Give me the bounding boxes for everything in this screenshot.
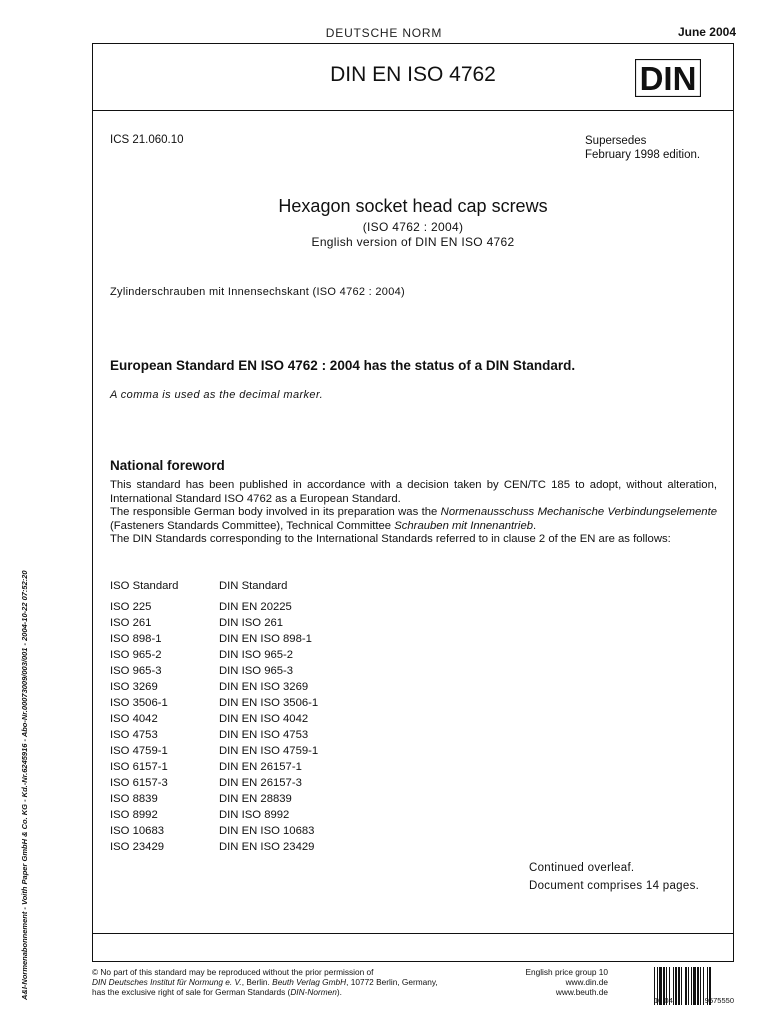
ics-code: ICS 21.060.10 <box>110 134 184 146</box>
subscription-stamp: A&I-Normenabonnement - Voith Paper GmbH & Co. KG - Kd.-Nr.6245916 - Abo-Nr.00073009/003/001 - 2004-10-22 07:52:20 <box>20 570 29 1000</box>
copyright-text: ). <box>336 987 342 997</box>
table-header-row <box>110 580 318 601</box>
table-row <box>110 729 318 745</box>
standards-reference-table <box>110 580 318 857</box>
norm-label: DEUTSCHE NORM <box>325 26 443 40</box>
foreword-text: (Fasteners Standards Committee), Technical Committee <box>110 519 395 532</box>
foreword-text: The responsible German body involved in its preparation was the <box>110 506 441 519</box>
table-row <box>110 793 318 809</box>
supersedes-note <box>585 134 700 162</box>
din-standard-cell: DIN EN 20225 <box>219 601 292 613</box>
copyright-line-2 <box>92 977 512 987</box>
copyright-notice <box>92 967 512 997</box>
bottom-divider <box>92 933 734 934</box>
table-row <box>110 649 318 665</box>
iso-standard-cell: ISO 225 <box>110 601 152 613</box>
din-standard-cell: DIN EN ISO 10683 <box>219 825 315 837</box>
foreword-paragraph-2 <box>110 506 717 533</box>
title-divider <box>92 110 734 111</box>
iso-standard-cell: ISO 3506-1 <box>110 697 168 709</box>
table-row <box>110 601 318 617</box>
table-row <box>110 809 318 825</box>
iso-standard-cell: ISO 23429 <box>110 841 165 853</box>
table-row <box>110 777 318 793</box>
copyright-text: , Berlin. <box>241 977 273 987</box>
din-standard-cell: DIN EN ISO 23429 <box>219 841 315 853</box>
copyright-line-1 <box>92 967 512 977</box>
iso-standard-cell: ISO 4759-1 <box>110 745 168 757</box>
copyright-text: DIN-Normen <box>290 987 337 997</box>
price-and-links <box>470 967 608 997</box>
barcode-code: 9575550 <box>704 996 734 1005</box>
beuth-website-link[interactable]: www.beuth.de <box>555 987 608 997</box>
table-row <box>110 841 318 857</box>
table-row <box>110 825 318 841</box>
din-standard-cell: DIN EN ISO 4759-1 <box>219 745 319 757</box>
standard-title: Hexagon socket head cap screws <box>278 196 548 216</box>
din-standard-cell: DIN ISO 261 <box>219 617 284 629</box>
copyright-text: has the exclusive right of sale for German Standards ( <box>92 987 291 997</box>
iso-standard-cell: ISO 8839 <box>110 793 158 805</box>
english-version-note: English version of DIN EN ISO 4762 <box>311 235 515 249</box>
table-row <box>110 713 318 729</box>
decimal-marker-note: A comma is used as the decimal marker. <box>110 389 324 401</box>
continuation-note <box>529 859 699 895</box>
copyright-text: Beuth Verlag GmbH <box>272 977 347 987</box>
din-logo <box>635 59 701 97</box>
din-standard-cell: DIN EN ISO 3506-1 <box>219 697 319 709</box>
din-standard-cell: DIN EN 28839 <box>219 793 292 805</box>
iso-standard-cell: ISO 261 <box>110 617 152 629</box>
table-row <box>110 761 318 777</box>
committee-name: Normenausschuss Mechanische Verbindungselemente <box>440 506 717 519</box>
din-standard-cell: DIN ISO 965-3 <box>219 665 294 677</box>
copyright-text: DIN Deutsches Institut für Normung e. V. <box>92 977 242 987</box>
din-standard-cell: DIN EN ISO 898-1 <box>219 633 312 645</box>
copyright-line-3 <box>92 987 512 997</box>
technical-committee-name: Schrauben mit Innenantrieb <box>394 519 534 532</box>
foreword-paragraph-3: The DIN Standards corresponding to the International Standards referred to in clause 2 of the EN are as follows: <box>110 533 671 546</box>
column-header-din: DIN Standard <box>219 580 288 592</box>
barcode-numbers <box>654 996 734 1005</box>
din-standard-cell: DIN EN 26157-1 <box>219 761 302 773</box>
barcode-date: 10.04 <box>654 996 673 1005</box>
din-website-link[interactable]: www.din.de <box>565 977 608 987</box>
price-group: English price group 10 <box>525 967 608 977</box>
document-number: DIN EN ISO 4762 <box>330 63 496 86</box>
din-standard-cell: DIN ISO 965-2 <box>219 649 294 661</box>
din-standard-cell: DIN ISO 8992 <box>219 809 290 821</box>
publication-date: June 2004 <box>677 25 736 39</box>
table-row <box>110 617 318 633</box>
foreword-text: . <box>533 519 537 532</box>
national-foreword-body <box>110 479 717 547</box>
copyright-text: No part of this standard may be reproduced without the prior permission of <box>98 967 374 977</box>
table-row <box>110 681 318 697</box>
column-header-iso: ISO Standard <box>110 580 179 592</box>
iso-standard-cell: ISO 3269 <box>110 681 158 693</box>
status-statement: European Standard EN ISO 4762 : 2004 has the status of a DIN Standard. <box>110 358 576 373</box>
table-row <box>110 665 318 681</box>
copyright-text: , 10772 Berlin, Germany, <box>346 977 438 987</box>
iso-standard-cell: ISO 965-2 <box>110 649 162 661</box>
din-logo-text: DIN <box>639 60 697 97</box>
german-title: Zylinderschrauben mit Innensechskant (ISO 4762 : 2004) <box>110 286 406 298</box>
iso-standard-cell: ISO 10683 <box>110 825 165 837</box>
iso-standard-cell: ISO 8992 <box>110 809 158 821</box>
din-standard-cell: DIN EN ISO 4042 <box>219 713 309 725</box>
table-row <box>110 745 318 761</box>
table-row <box>110 633 318 649</box>
iso-standard-cell: ISO 6157-3 <box>110 777 168 789</box>
iso-standard-cell: ISO 4753 <box>110 729 158 741</box>
iso-standard-cell: ISO 4042 <box>110 713 158 725</box>
table-row <box>110 697 318 713</box>
din-standard-cell: DIN EN ISO 3269 <box>219 681 309 693</box>
iso-standard-cell: ISO 898-1 <box>110 633 162 645</box>
foreword-paragraph-1: This standard has been published in accordance with a decision taken by CEN/TC 185 to adopt, without alteration, International Standard ISO 4762 as a European Standard. <box>110 479 717 505</box>
supersedes-edition: February 1998 edition. <box>585 149 701 161</box>
page-count: Document comprises 14 pages. <box>529 880 700 892</box>
din-standard-cell: DIN EN ISO 4753 <box>219 729 309 741</box>
national-foreword-heading: National foreword <box>110 458 225 473</box>
continued-overleaf: Continued overleaf. <box>529 862 635 874</box>
iso-standard-cell: ISO 6157-1 <box>110 761 168 773</box>
iso-reference: (ISO 4762 : 2004) <box>362 220 464 234</box>
supersedes-label: Supersedes <box>585 135 647 147</box>
copyright-symbol: © <box>92 967 99 977</box>
iso-standard-cell: ISO 965-3 <box>110 665 162 677</box>
din-standard-cell: DIN EN 26157-3 <box>219 777 302 789</box>
